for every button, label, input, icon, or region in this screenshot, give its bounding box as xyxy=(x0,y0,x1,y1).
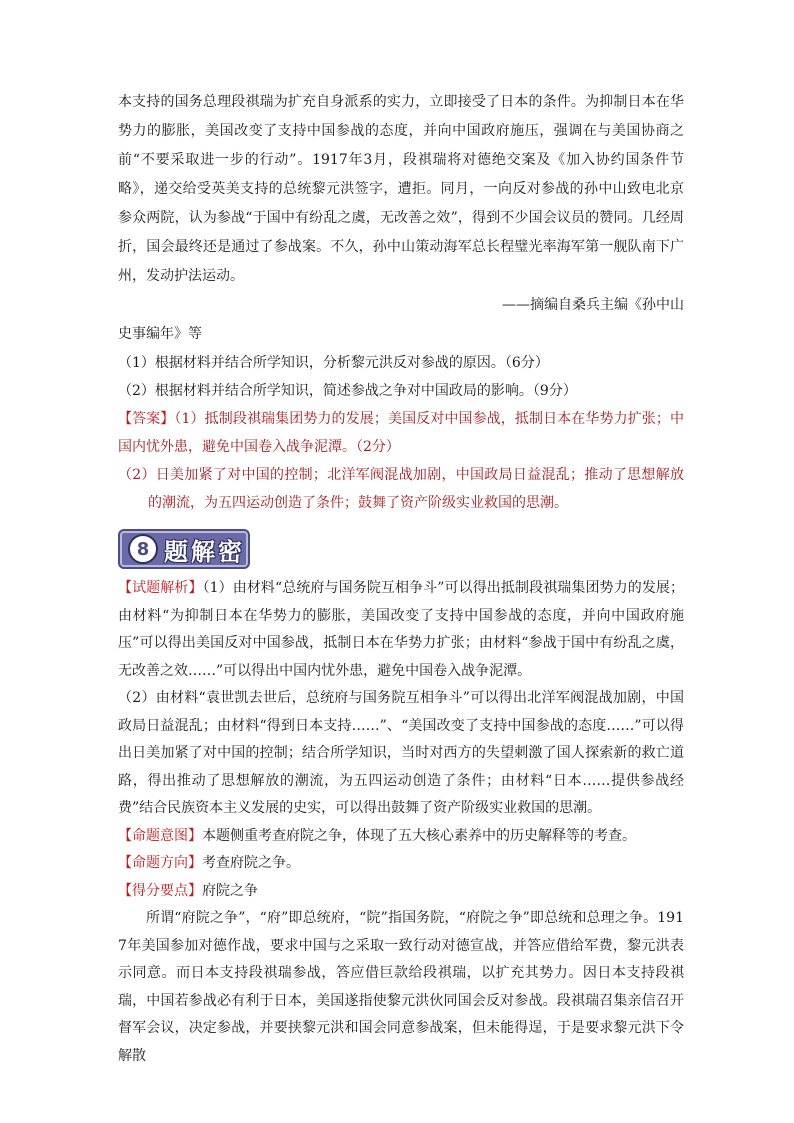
direction-line xyxy=(118,850,684,878)
answer-1-text: （1）抵制段祺瑞集团势力的发展；美国反对中国参战，抵制日本在华势力扩张；中国内忧外患，避免中国卷入战争泥潭。（2分） xyxy=(118,411,685,455)
solution-banner xyxy=(118,529,250,569)
analysis-tag: 【试题解析】 xyxy=(118,580,203,596)
material-paragraph: 本支持的国务总理段祺瑞为扩充自身派系的实力，立即接受了日本的条件。为抑制日本在华势力的膨胀，美国改变了支持中国参战的态度，并向中国政府施压，强调在与美国协商之前“不要采取进一步的行动”。1917年3月，段祺瑞将对德绝交案及《加入协约国条件节略》，递交给受英美支持的总统黎元洪签字，遭拒。同月，一向反对参战的孙中山致电北京参众两院，认为参战“于国中有纷乱之虞，无改善之效”，得到不少国会议员的赞同。几经周折，国会最终还是通过了参战案。不久，孙中山策动海军总长程璧光率海军第一舰队南下广州，发动护法运动。 xyxy=(118,94,684,284)
intent-tag: 【命题意图】 xyxy=(118,827,202,844)
analysis-part-1 xyxy=(118,575,684,685)
keypoint-body: 所谓“府院之争”，“府”即总统府，“院”指国务院，“府院之争”即总统和总理之争。1917年美国参加对德作战，要求中国与之采取一致行动对德宣战，并答应借给军费，黎元洪表示同意。而日本支持段祺瑞参战，答应借巨款给段祺瑞，以扩充其势力。因日本支持段祺瑞，中国若参战必有利于日本，美国遂指使黎元洪伙同国会反对参战。段祺瑞召集亲信召开督军会议，决定参战，并要挟黎元洪和国会同意参战案，但未能得逞，于是要求黎元洪下令解散 xyxy=(118,910,684,1064)
question-2: （2）根据材料并结合所学知识，简述参战之争对中国政局的影响。（9分） xyxy=(118,383,577,399)
keypoint-tag: 【得分要点】 xyxy=(118,882,202,899)
banner-label: 题解密 xyxy=(164,537,245,566)
direction-tag: 【命题方向】 xyxy=(118,855,202,871)
keypoint-text: 府院之争 xyxy=(202,882,258,899)
question-1: （1）根据材料并结合所学知识，分析黎元洪反对参战的原因。（6分） xyxy=(118,355,549,371)
answer-tag: 【答案】 xyxy=(118,411,175,427)
material-source-line-1: ——摘编自桑兵主编《孙中山 xyxy=(502,297,684,313)
intent-line xyxy=(118,823,684,851)
keypoint-line xyxy=(118,878,684,906)
answer-2: （2）日美加紧了对中国的控制；北洋军阀混战加剧，中国政局日益混乱；推动了思想解放的潮流，为五四运动创造了条件；鼓舞了资产阶级实业救国的思潮。 xyxy=(118,467,684,511)
analysis-part-1-text: （1）由材料“总统府与国务院互相争斗”可以得出抵制段祺瑞集团势力的发展；由材料“为抑制日本在华势力的膨胀，美国改变了支持中国参战的态度，并向中国政府施压”可以得出美国反对中国参战，抵制日本在华势力扩张；由材料“参战于国中有纷乱之虞，无改善之效……”可以得出中国内忧外患，避免中国卷入战争泥潭。 xyxy=(118,580,684,679)
direction-text: 考查府院之争。 xyxy=(202,855,300,871)
answer-1 xyxy=(118,405,684,461)
analysis-part-2: （2）由材料“袁世凯去世后，总统府与国务院互相争斗”可以得出北洋军阀混战加剧，中国政局日益混乱；由材料“得到日本支持……”、“美国改变了支持中国参战的态度……”可以得出日美加紧了对中国的控制；结合所学知识，当时对西方的失望刺激了国人探索新的救亡道路，得出推动了思想解放的潮流，为五四运动创造了条件；由材料“日本……提供参战经费”结合民族资本主义发展的史实，可以得出鼓舞了资产阶级实业救国的思潮。 xyxy=(118,690,684,816)
intent-text: 本题侧重考查府院之争，体现了五大核心素养中的历史解释等的考查。 xyxy=(202,827,636,844)
document-page xyxy=(118,88,684,1070)
number-badge-icon: 8 xyxy=(128,534,158,564)
material-source-line-2: 史事编年》等 xyxy=(118,326,202,342)
